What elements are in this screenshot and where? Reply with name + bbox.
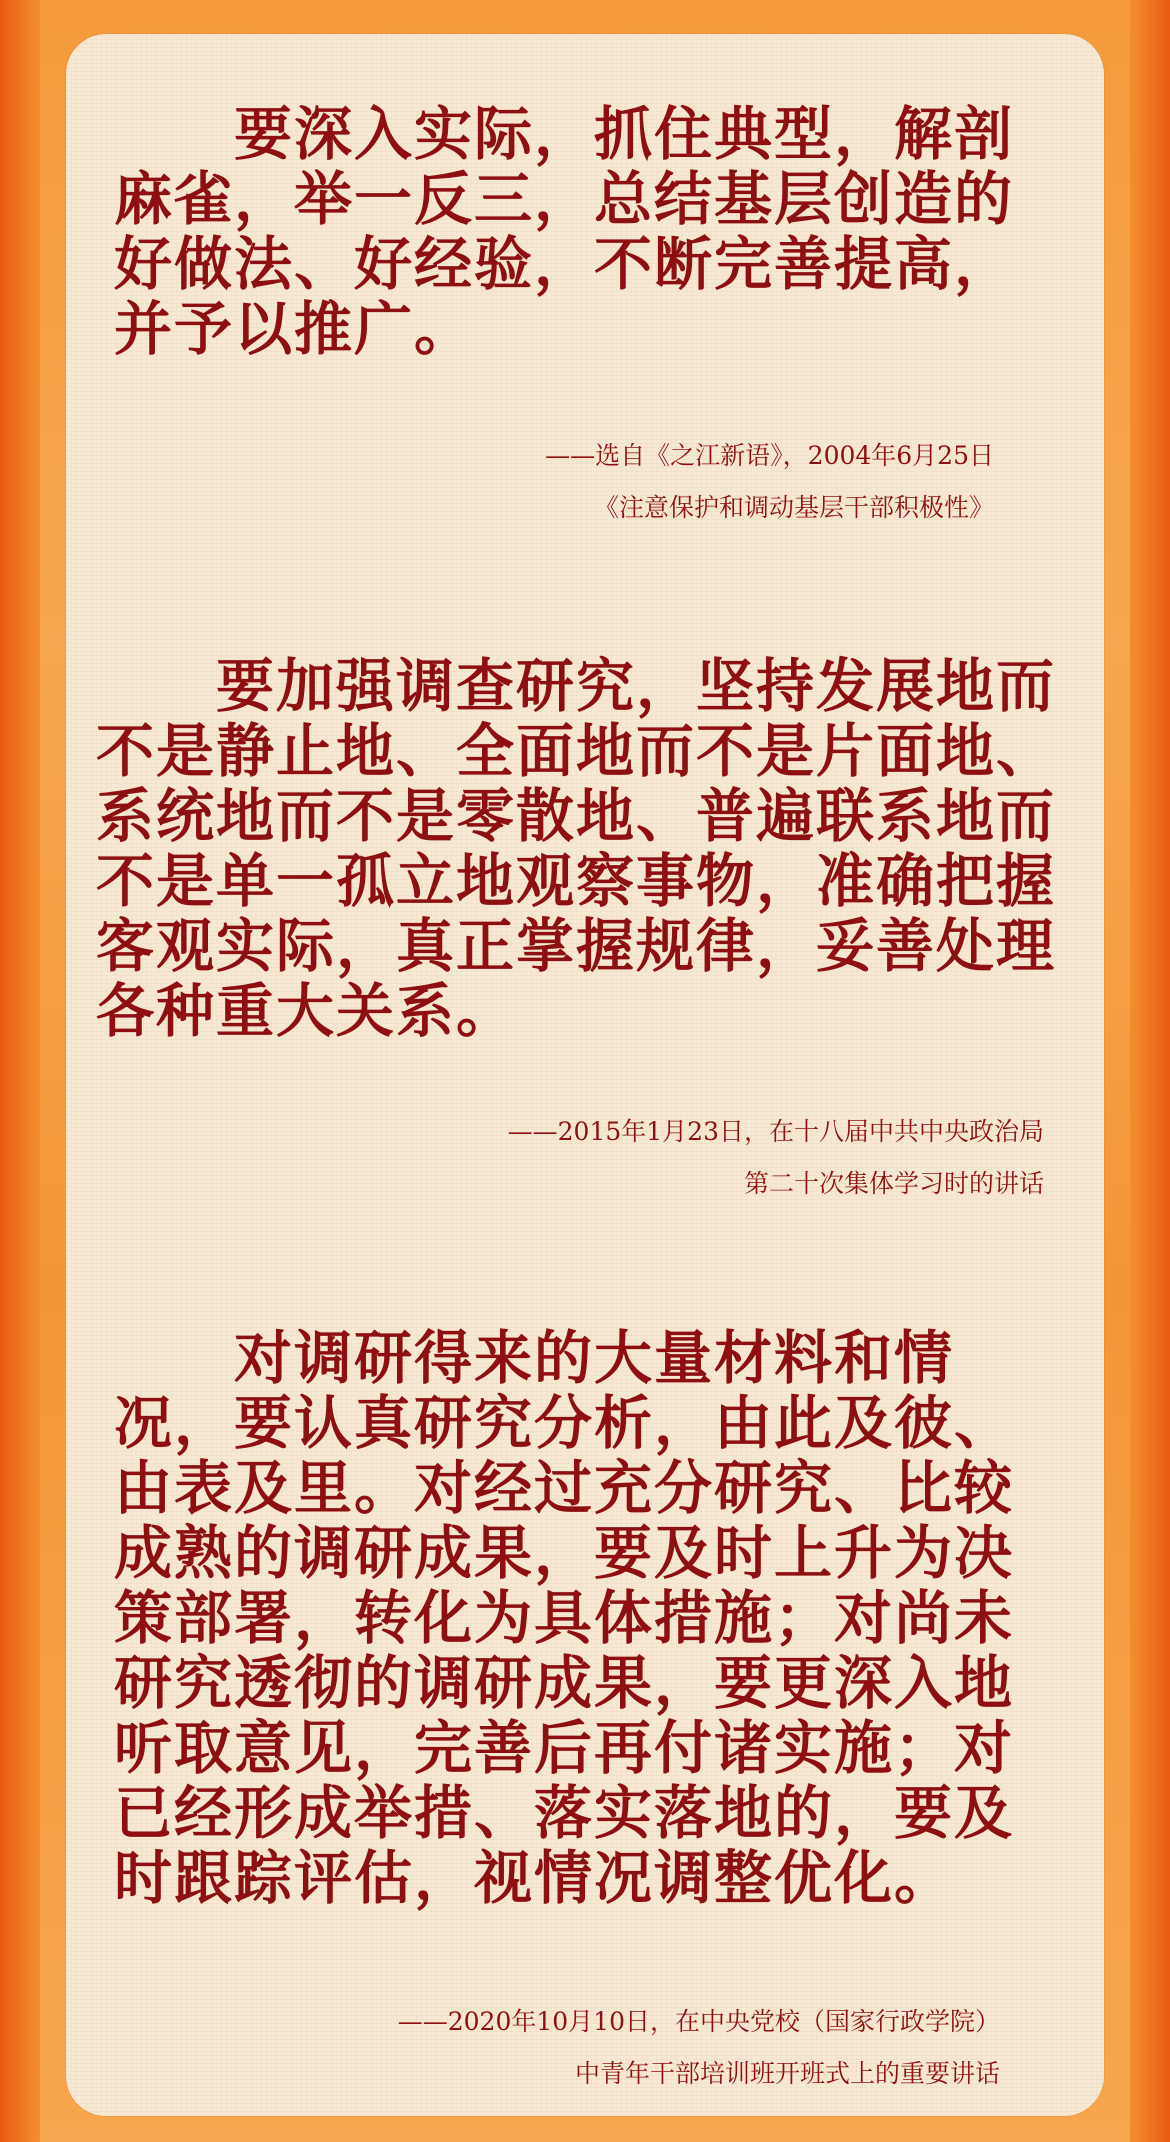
paper-card bbox=[66, 34, 1104, 2116]
quote-source-1 bbox=[545, 430, 994, 534]
quote-text-3: 对调研得来的大量材料和情况，要认真研究分析，由此及彼、由表及里。对经过充分研究、比较成熟的调研成果，要及时上升为决策部署，转化为具体措施；对尚未研究透彻的调研成果，要更深入地听取意见，完善后再付诸实施；对已经形成举措、落实落地的，要及时跟踪评估，视情况调整优化。 bbox=[114, 1324, 1015, 1912]
quote-text-2: 要加强调查研究，坚持发展地而不是静止地、全面地而不是片面地、系统地而不是零散地、普遍联系地而不是单一孤立地观察事物，准确把握客观实际，真正掌握规律，妥善处理各种重大关系。 bbox=[96, 652, 1057, 1045]
source-3-line-2: 中青年干部培训班开班式上的重要讲话 bbox=[574, 2059, 1000, 2088]
source-2-line-2: 第二十次集体学习时的讲话 bbox=[743, 1169, 1044, 1198]
quote-source-2 bbox=[508, 1106, 1044, 1210]
quote-block-2 bbox=[66, 654, 1104, 1044]
source-1-line-1: ——选自《之江新语》，2004年6月25日 bbox=[545, 441, 994, 470]
quote-block-1 bbox=[66, 102, 1104, 362]
source-1-line-2: 《注意保护和调动基层干部积极性》 bbox=[593, 493, 994, 522]
source-3-line-1: ——2020年10月10日，在中央党校（国家行政学院） bbox=[397, 2007, 1000, 2036]
quote-text-1: 要深入实际，抓住典型，解剖麻雀，举一反三，总结基层创造的好做法、好经验，不断完善提高，并予以推广。 bbox=[114, 100, 1015, 363]
quote-source-3 bbox=[398, 1996, 1000, 2100]
source-2-line-1: ——2015年1月23日，在十八届中共中央政治局 bbox=[507, 1117, 1044, 1146]
quote-block-3 bbox=[66, 1326, 1104, 1911]
